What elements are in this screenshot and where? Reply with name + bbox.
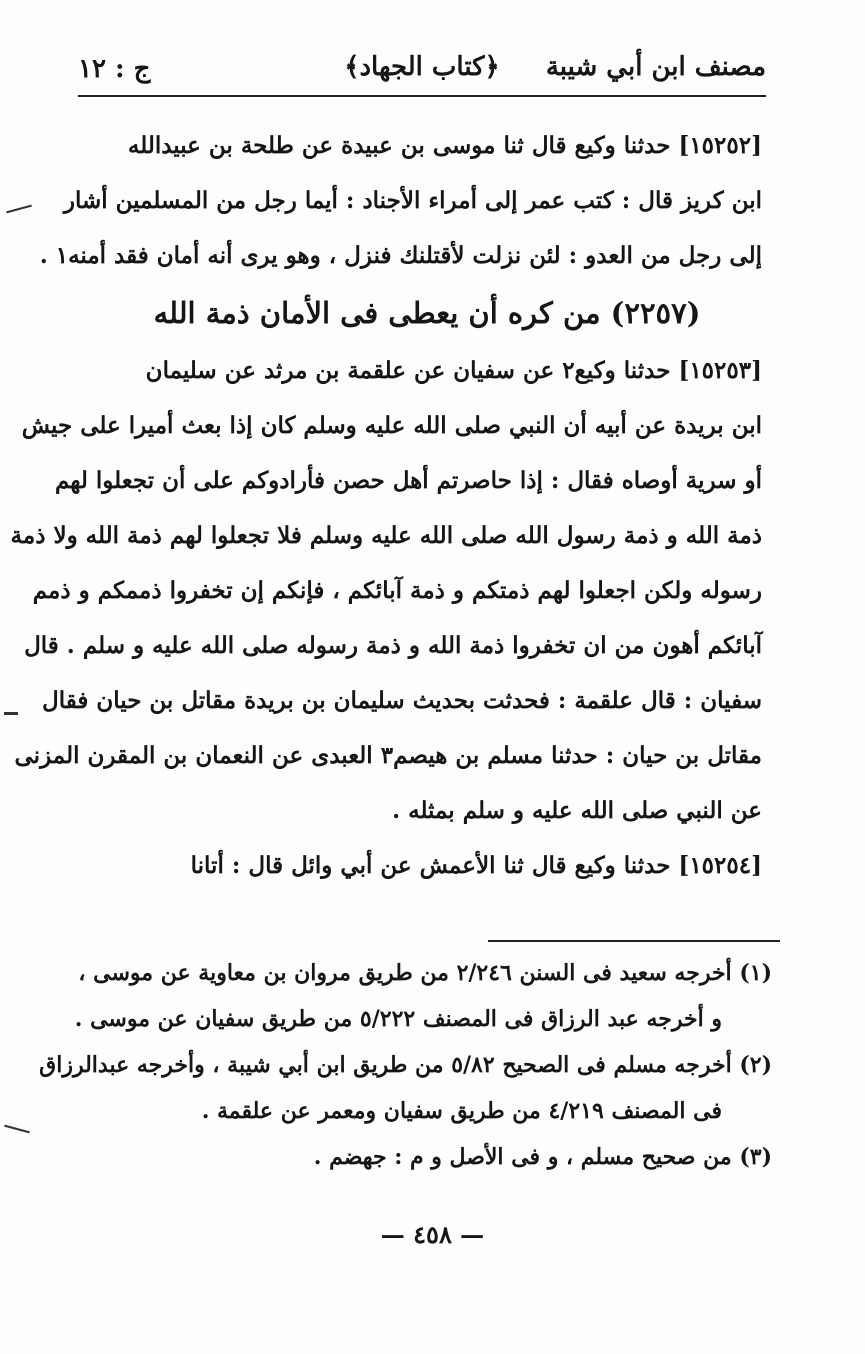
- text-line: عن النبي صلى الله عليه و سلم بمثله .: [392, 797, 762, 824]
- margin-mark: [4, 712, 18, 715]
- text-line: مقاتل بن حيان : حدثنا مسلم بن هيصم٣ العبدى عن النعمان بن المقرن المزنى: [14, 742, 762, 769]
- section-title: ﴿كتاب الجهاد﴾: [344, 52, 500, 82]
- text-line: ذمة الله و ذمة رسول الله صلى الله عليه وسلم فلا تجعلوا لهم ذمة الله ولا ذمة: [10, 522, 762, 549]
- footnote-line: (٢) أخرجه مسلم فى الصحيح ٥/٨٢ من طريق ابن أبي شيبة ، وأخرجه عبدالرزاق: [39, 1052, 772, 1078]
- footnote-line: (٣) من صحيح مسلم ، و فى الأصل و م : جهضم .: [313, 1144, 772, 1170]
- header-divider: [78, 95, 766, 97]
- margin-mark: [4, 1125, 30, 1134]
- text-line: [١٥٢٥٤] حدثنا وكيع قال ثنا الأعمش عن أبي وائل قال : أتانا: [190, 852, 762, 879]
- footnote-divider: [488, 940, 780, 942]
- text-line: [١٥٢٥٣] حدثنا وكيع٢ عن سفيان عن علقمة بن مرثد عن سليمان: [145, 357, 762, 384]
- text-line: أو سرية أوصاه فقال : إذا حاصرتم أهل حصن فأرادوكم على أن تجعلوا لهم: [54, 467, 762, 494]
- text-line: ابن كريز قال : كتب عمر إلى أمراء الأجناد : أيما رجل من المسلمين أشار: [63, 187, 762, 214]
- footnote-line: فى المصنف ٤/٢١٩ من طريق سفيان ومعمر عن علقمة .: [201, 1098, 722, 1124]
- text-line: آبائكم أهون من ان تخفروا ذمة الله و ذمة رسوله صلى الله عليه و سلم . قال: [24, 632, 762, 659]
- footnote-line: و أخرجه عبد الرزاق فى المصنف ٥/٢٢٢ من طريق سفيان عن موسى .: [74, 1006, 722, 1032]
- text-line: سفيان : قال علقمة : فحدثت بحديث سليمان بن بريدة مقاتل بن حيان فقال: [42, 687, 762, 714]
- main-text: [10, 118, 762, 893]
- margin-mark: [6, 205, 32, 214]
- footnote-line: (١) أخرجه سعيد فى السنن ٢/٢٤٦ من طريق مروان بن معاوية عن موسى ،: [78, 960, 772, 986]
- chapter-heading: (٢٢٥٧) من كره أن يعطى فى الأمان ذمة الله: [153, 296, 701, 330]
- text-line: إلى رجل من العدو : لئن نزلت لأقتلنك فنزل ، وهو يرى أنه أمان فقد أمنه١ .: [39, 242, 762, 269]
- text-line: رسوله ولكن اجعلوا لهم ذمتكم و ذمة آبائكم ، فإنكم إن تخفروا ذممكم و ذمم: [32, 577, 762, 604]
- footnotes: [39, 950, 772, 1180]
- text-line: ابن بريدة عن أبيه أن النبي صلى الله عليه وسلم كان إذا بعث أميرا على جيش: [21, 412, 762, 439]
- book-title: مصنف ابن أبي شيبة: [545, 52, 766, 82]
- page-number: — ٤٥٨ —: [380, 1220, 485, 1249]
- volume-number: ج : ١٢: [78, 54, 151, 84]
- running-header: [78, 44, 766, 92]
- text-line: [١٥٢٥٢] حدثنا وكيع قال ثنا موسى بن عبيدة عن طلحة بن عبيدالله: [127, 132, 762, 159]
